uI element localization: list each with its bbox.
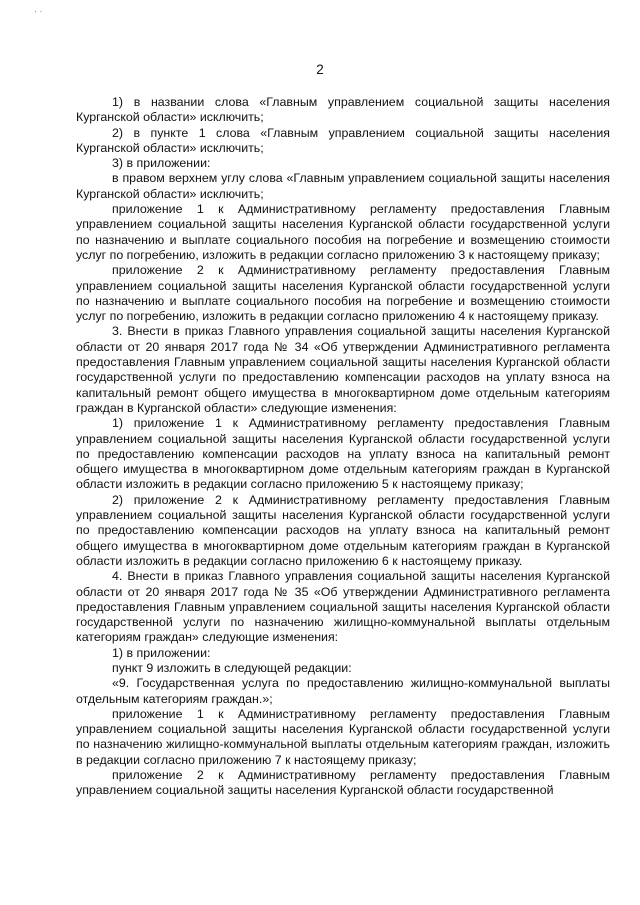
page-number: 2 <box>316 62 324 77</box>
paragraph: 2) в пункте 1 слова «Главным управлением социальной защиты населения Курганской области» исключить; <box>76 125 610 155</box>
paragraph: приложение 1 к Административному регламенту предоставления Главным управлением социальной защиты населения Курганской области государственной услуги по назначению и выплате социального пособия на погребение и возмещению стоимости услуг по погребению, изложить в редакции согласно приложению 3 к настоящему приказу; <box>76 202 610 262</box>
corner-mark: · · <box>34 6 43 16</box>
paragraph: в правом верхнем углу слова «Главным управлением социальной защиты населения Курганской области» исключить; <box>76 171 610 201</box>
paragraph: 3) в приложении: <box>112 156 211 171</box>
paragraph: 1) приложение 1 к Административному регламенту предоставления Главным управлением социальной защиты населения Курганской области государственной услуги по предоставлению компенсации расходов на уплату взноса на капитальный ремонт общего имущества в многоквартирном доме отдельным категориям граждан в Курганской области изложить в редакции согласно приложению 5 к настоящему приказу; <box>76 416 610 492</box>
paragraph: «9. Государственная услуга по предоставлению жилищно-коммунальной выплаты отдельным категориям граждан.»; <box>76 676 610 706</box>
body-text <box>76 95 610 799</box>
paragraph: 4. Внести в приказ Главного управления социальной защиты населения Курганской области от 20 января 2017 года № 35 «Об утверждении Административного регламента предоставления Главным управлением социальной защиты населения Курганской области государственной услуги по назначению жилищно-коммунальной выплаты отдельным категориям граждан» следующие изменения: <box>76 569 610 645</box>
paragraph: 1) в приложении: <box>112 645 211 660</box>
paragraph: пункт 9 изложить в следующей редакции: <box>112 660 352 675</box>
paragraph: приложение 2 к Административному регламенту предоставления Главным управлением социальной защиты населения Курганской области государственной <box>76 768 610 798</box>
paragraph: 3. Внести в приказ Главного управления социальной защиты населения Курганской области от 20 января 2017 года № 34 «Об утверждении Административного регламента предоставления Главным управлением социальной защиты населения Курганской области государственной услуги по предоставлению компенсации расходов на уплату взноса на капитальный ремонт общего имущества в многоквартирном доме отдельным категориям граждан в Курганской области» следующие изменения: <box>76 324 610 415</box>
paragraph: приложение 2 к Административному регламенту предоставления Главным управлением социальной защиты населения Курганской области государственной услуги по назначению и выплате социального пособия на погребение и возмещению стоимости услуг по погребению, изложить в редакции согласно приложению 4 к настоящему приказу. <box>76 263 610 324</box>
paragraph: 2) приложение 2 к Административному регламенту предоставления Главным управлением социальной защиты населения Курганской области государственной услуги по предоставлению компенсации расходов на уплату взноса на капитальный ремонт общего имущества в многоквартирном доме отдельным категориям граждан в Курганской области изложить в редакции согласно приложению 6 к настоящему приказу. <box>76 492 610 568</box>
paragraph: приложение 1 к Административному регламенту предоставления Главным управлением социальной защиты населения Курганской области государственной услуги по назначению жилищно-коммунальной выплаты отдельным категориям граждан, изложить в редакции согласно приложению 7 к настоящему приказу; <box>76 706 610 767</box>
paragraph: 1) в названии слова «Главным управлением социальной защиты населения Курганской области» исключить; <box>76 95 610 125</box>
